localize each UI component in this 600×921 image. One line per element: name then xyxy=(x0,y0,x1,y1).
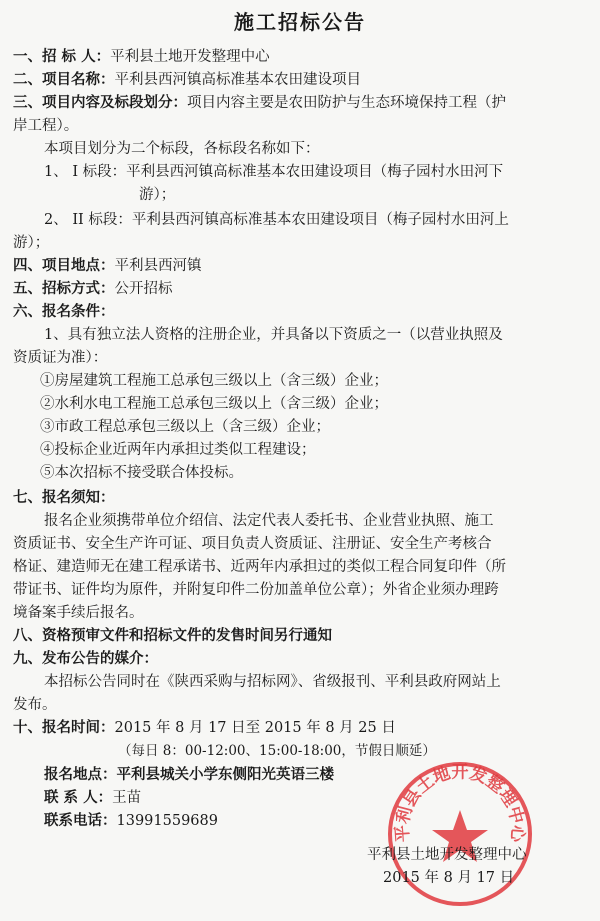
text-line: 本招标公告同时在《陕西采购与招标网》、省级报刊、平利县政府网站上 xyxy=(44,674,501,690)
label: 六、报名条件： xyxy=(13,304,115,320)
value: 平利县西河镇高标准基本农田建设项目 xyxy=(114,72,361,88)
value: 平利县西河镇 xyxy=(114,258,202,274)
text-line: 本项目划分为二个标段，各标段名称如下： xyxy=(44,141,320,157)
qualification-item: ④投标企业近两年内承担过类似工程建设； xyxy=(40,442,316,458)
label: 报名地点： xyxy=(44,767,117,783)
label: 八、资格预审文件和招标文件的发售时间另行通知 xyxy=(13,628,332,644)
page-title: 施工招标公告 xyxy=(234,10,366,34)
text-line: 游）； xyxy=(139,187,176,203)
section-media xyxy=(13,648,591,670)
value: 平利县土地开发整理中心 xyxy=(110,49,270,65)
section-tenderer xyxy=(13,46,591,68)
signature-org: 平利县土地开发整理中心 xyxy=(367,847,527,863)
value: 王苗 xyxy=(112,790,142,806)
section-sale-time xyxy=(13,625,591,647)
label: 九、发布公告的媒介： xyxy=(13,651,158,667)
label: 联 系 人： xyxy=(44,790,113,806)
section-project-name xyxy=(13,69,591,91)
lot-2: 2、 II 标段：平利县西河镇高标准基本农田建设项目（梅子园村水田河上 xyxy=(44,212,509,228)
lot-1: 1、 I 标段：平利县西河镇高标准基本农田建设项目（梅子园村水田河下 xyxy=(44,164,504,180)
label: 一、招 标 人： xyxy=(13,49,111,65)
text-line: 资质证为准）： xyxy=(13,350,108,366)
value: 项目内容主要是农田防护与生态环境保持工程（护 xyxy=(187,95,506,111)
text-line: 游）； xyxy=(13,235,50,251)
value: 公开招标 xyxy=(114,281,173,297)
label: 十、报名时间： xyxy=(13,720,115,736)
value: 13991559689 xyxy=(116,813,218,829)
qualification-item: ③市政工程总承包三级以上（含三级）企业； xyxy=(40,419,330,435)
seal-text: 平利县土地开发整理中心 xyxy=(392,762,528,843)
section-method xyxy=(13,278,591,300)
text-line: 格证、建造师无在建工程承诺书、近两年内承担过的类似工程合同复印件（所 xyxy=(13,559,506,575)
section-conditions xyxy=(13,301,591,323)
text-line: 境备案手续后报名。 xyxy=(13,605,144,621)
label: 三、项目内容及标段划分： xyxy=(13,95,187,111)
label: 二、项目名称： xyxy=(13,72,115,88)
text-line: 报名企业须携带单位介绍信、法定代表人委托书、企业营业执照、施工 xyxy=(44,513,494,529)
label: 联系电话： xyxy=(44,813,117,829)
text-line: 1、具有独立法人资格的注册企业，并具备以下资质之一（以营业执照及 xyxy=(44,327,503,343)
label: 五、招标方式： xyxy=(13,281,115,297)
qualification-item: ②水利水电工程施工总承包三级以上（含三级）企业； xyxy=(40,396,388,412)
value: 平利县城关小学东侧阳光英语三楼 xyxy=(116,767,334,783)
signature-date: 2015 年 8 月 17 日 xyxy=(383,870,515,886)
qualification-item: ⑤本次招标不接受联合体投标。 xyxy=(40,465,243,481)
text-line: 岸工程）。 xyxy=(13,118,79,134)
section-registration-time xyxy=(13,717,591,739)
section-location xyxy=(13,255,591,277)
section-notice xyxy=(13,487,591,509)
official-seal xyxy=(380,752,540,912)
label: 四、项目地点： xyxy=(13,258,115,274)
registration-hours: （每日 8：00-12:00、15:00-18:00，节假日顺延） xyxy=(118,743,436,759)
qualification-item: ①房屋建筑工程施工总承包三级以上（含三级）企业； xyxy=(40,373,388,389)
section-content xyxy=(13,92,591,114)
label: 七、报名须知： xyxy=(13,490,115,506)
text-line: 带证书、证件均为原件，并附复印件二份加盖单位公章）；外省企业须办理跨 xyxy=(13,582,499,598)
value: 2015 年 8 月 17 日至 2015 年 8 月 25 日 xyxy=(114,720,396,736)
text-line: 发布。 xyxy=(13,697,57,713)
text-line: 资质证书、安全生产许可证、项目负责人资质证、注册证、安全生产考核合 xyxy=(13,536,492,552)
